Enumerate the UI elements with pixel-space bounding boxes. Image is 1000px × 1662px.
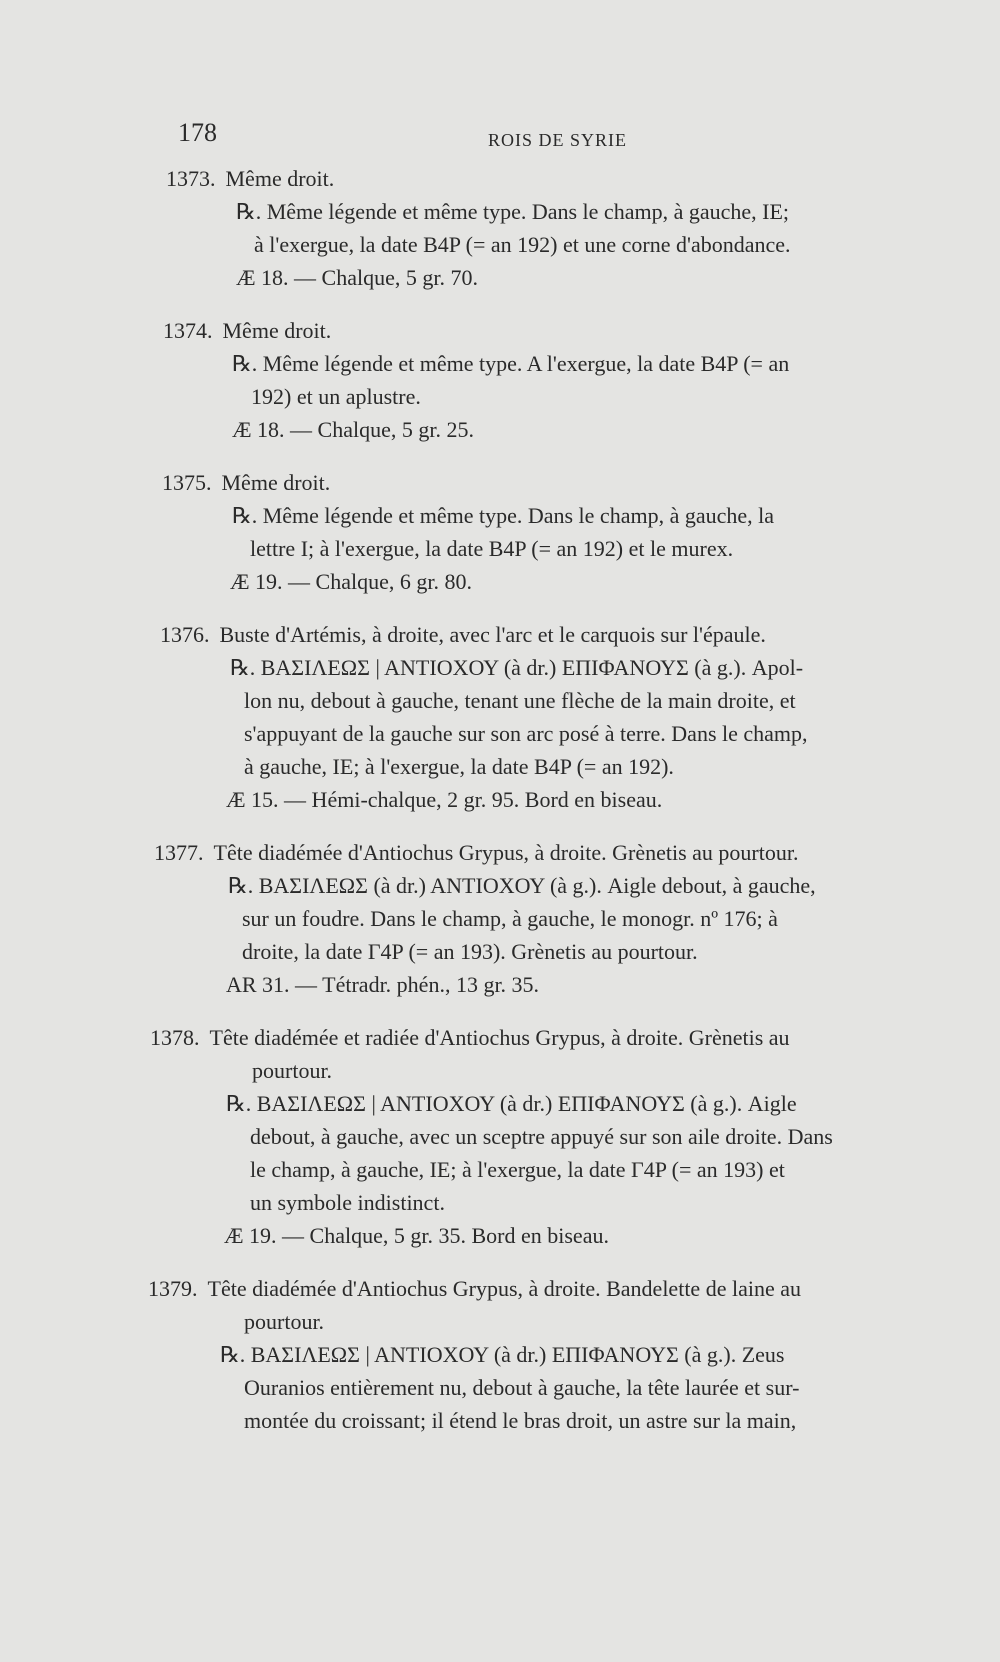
obverse-description: Même droit. [221,470,331,495]
obverse-continuation: pourtour. [252,1058,333,1083]
obverse-description: Même droit. [222,318,332,343]
metal-weight: AR 31. — Tétradr. phén., 13 gr. 35. [226,972,540,997]
obverse-description: Tête diadémée d'Antiochus Grypus, à droite. Bandelette de laine au [207,1276,801,1301]
reverse-line: sur un foudre. Dans le champ, à gauche, le monogr. nº 176; à [242,906,778,931]
reverse-line: à gauche, IE; à l'exergue, la date B4P (= an 192). [244,754,674,779]
metal-weight: Æ 18. — Chalque, 5 gr. 25. [232,417,474,442]
reverse-line: ℞. Même légende et même type. Dans le champ, à gauche, la [232,503,775,528]
catalogue-entry-1374 [163,314,1000,446]
entry-number: 1374. [163,318,213,343]
catalogue-entry-1375 [162,466,1000,598]
entry-number: 1375. [162,470,212,495]
page-number: 178 [178,118,217,147]
reverse-line: ℞. ΒΑΣΙΛΕΩΣ | ΑΝΤΙΟΧΟΥ (à dr.) ΕΠΙΦΑΝΟΥΣ (à g.). Aigle [226,1091,797,1116]
reverse-line: ℞. ΒΑΣΙΛΕΩΣ | ΑΝΤΙΟΧΟΥ (à dr.) ΕΠΙΦΑΝΟΥΣ (à g.). Zeus [220,1342,785,1367]
metal-weight: Æ 19. — Chalque, 6 gr. 80. [230,569,472,594]
reverse-line: à l'exergue, la date B4P (= an 192) et une corne d'abondance. [254,232,791,257]
reverse-line: Ouranios entièrement nu, debout à gauche, la tête laurée et sur- [244,1375,800,1400]
entry-number: 1379. [148,1276,198,1301]
metal-weight: Æ 18. — Chalque, 5 gr. 70. [236,265,478,290]
reverse-line: montée du croissant; il étend le bras droit, un astre sur la main, [244,1408,797,1433]
reverse-line: le champ, à gauche, IE; à l'exergue, la date Γ4P (= an 193) et [250,1157,785,1182]
reverse-line: un symbole indistinct. [250,1190,445,1215]
running-head: ROIS DE SYRIE [488,130,628,150]
catalogue-entries [0,162,1000,1457]
catalogue-entry-1376 [160,618,1000,816]
obverse-description: Buste d'Artémis, à droite, avec l'arc et le carquois sur l'épaule. [219,622,766,647]
reverse-line: s'appuyant de la gauche sur son arc posé à terre. Dans le champ, [244,721,808,746]
catalogue-entry-1373 [166,162,1000,294]
entry-number: 1376. [160,622,210,647]
reverse-line: droite, la date Γ4P (= an 193). Grènetis au pourtour. [242,939,698,964]
metal-weight: Æ 19. — Chalque, 5 gr. 35. Bord en biseau. [224,1223,609,1248]
obverse-description: Tête diadémée d'Antiochus Grypus, à droite. Grènetis au pourtour. [213,840,799,865]
reverse-line: debout, à gauche, avec un sceptre appuyé sur son aile droite. Dans [250,1124,833,1149]
entry-number: 1377. [154,840,204,865]
catalogue-entry-1378 [150,1021,1000,1252]
reverse-line: 192) et un aplustre. [251,384,421,409]
reverse-line: lettre I; à l'exergue, la date B4P (= an 192) et le murex. [250,536,734,561]
obverse-description: Tête diadémée et radiée d'Antiochus Grypus, à droite. Grènetis au [209,1025,790,1050]
entry-number: 1373. [166,166,216,191]
entry-number: 1378. [150,1025,200,1050]
metal-weight: Æ 15. — Hémi-chalque, 2 gr. 95. Bord en biseau. [226,787,663,812]
obverse-continuation: pourtour. [244,1309,325,1334]
reverse-line: ℞. Même légende et même type. Dans le champ, à gauche, IE; [236,199,790,224]
obverse-description: Même droit. [225,166,335,191]
reverse-line: ℞. ΒΑΣΙΛΕΩΣ (à dr.) ΑΝΤΙΟΧΟΥ (à g.). Aigle debout, à gauche, [228,873,816,898]
catalogue-entry-1377 [154,836,1000,1001]
reverse-line: ℞. Même légende et même type. A l'exergue, la date B4P (= an [232,351,790,376]
reverse-line: lon nu, debout à gauche, tenant une flèche de la main droite, et [244,688,796,713]
reverse-line: ℞. ΒΑΣΙΛΕΩΣ | ΑΝΤΙΟΧΟΥ (à dr.) ΕΠΙΦΑΝΟΥΣ (à g.). Apol- [230,655,804,680]
catalogue-entry-1379 [148,1272,1000,1437]
